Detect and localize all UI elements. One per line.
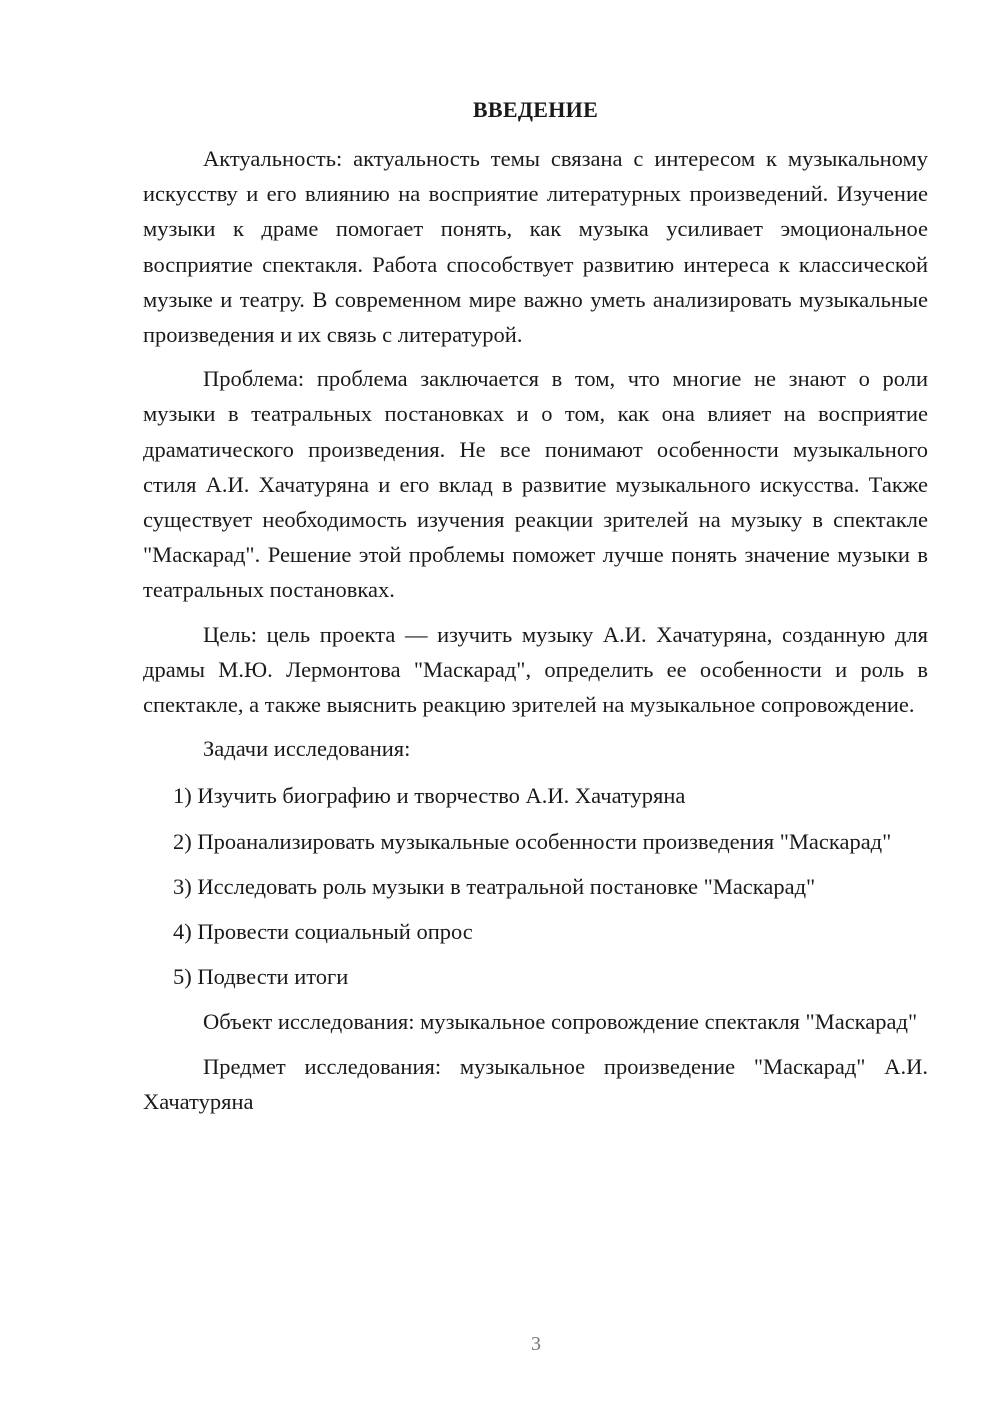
document-page: [143, 96, 928, 1128]
task-item: 5) Подвести итоги: [173, 964, 349, 990]
paragraph-object: Объект исследования: музыкальное сопровождение спектакля "Маскарад": [203, 1009, 918, 1035]
section-title: ВВЕДЕНИЕ: [472, 97, 599, 122]
task-item: 2) Проанализировать музыкальные особенности произведения "Маскарад": [173, 828, 892, 854]
task-item: 4) Провести социальный опрос: [173, 919, 473, 945]
paragraph-subject: Предмет исследования: музыкальное произведение "Маскарад" А.И. Хачатуряна: [143, 1053, 928, 1114]
task-item: 1) Изучить биографию и творчество А.И. Хачатуряна: [173, 783, 686, 809]
tasks-heading: Задачи исследования:: [203, 736, 411, 762]
task-item: 3) Исследовать роль музыки в театральной постановке "Маскарад": [173, 873, 816, 899]
paragraph-problem: Проблема: проблема заключается в том, что многие не знают о роли музыки в театральных постановках и о том, как она влияет на восприятие драматического произведения. Не все понимают особенности музыкального стиля А.И. Хачатуряна и его вклад в развитие музыкального искусства. Также существует необходимость изучения реакции зрителей на музыку в спектакле "Маскарад". Решение этой проблемы поможет лучше понять значение музыки в театральных постановках.: [143, 366, 928, 603]
paragraph-relevance: Актуальность: актуальность темы связана с интересом к музыкальному искусству и его влиянию на восприятие литературных произведений. Изучение музыки к драме помогает понять, как музыка усиливает эмоциональное восприятие спектакля. Работа способствует развитию интереса к классической музыке и театру. В современном мире важно уметь анализировать музыкальные произведения и их связь с литературой.: [143, 146, 928, 348]
page-number: 3: [531, 1333, 541, 1355]
paragraph-goal: Цель: цель проекта — изучить музыку А.И. Хачатуряна, созданную для драмы М.Ю. Лермонтова "Маскарад", определить ее особенности и роль в спектакле, а также выяснить реакцию зрителей на музыкальное сопровождение.: [143, 621, 928, 718]
